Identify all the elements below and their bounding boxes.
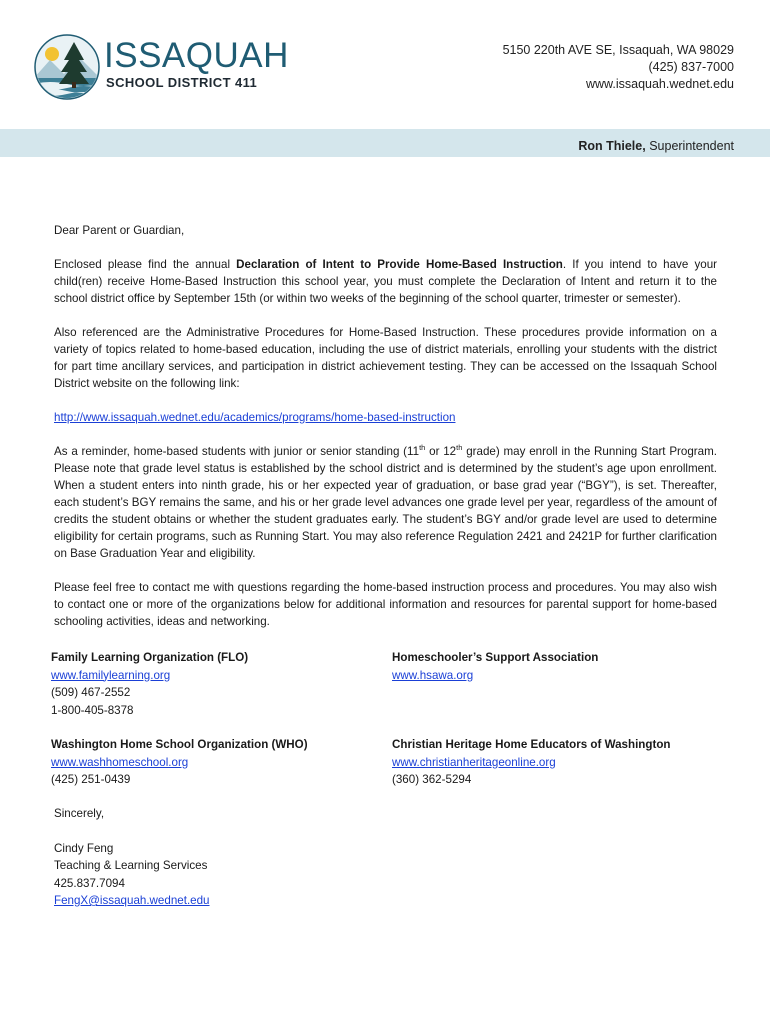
p1-text-a: Enclosed please find the annual bbox=[54, 258, 237, 271]
logo-wordmark: ISSAQUAH bbox=[104, 36, 289, 75]
org-link[interactable]: www.hsawa.org bbox=[392, 668, 474, 682]
address-street: 5150 220th AVE SE, Issaquah, WA 98029 bbox=[502, 43, 734, 57]
paragraph-declaration bbox=[54, 256, 717, 307]
procedures-link[interactable]: http://www.issaquah.wednet.edu/academics/programs/home-based-instruction bbox=[54, 411, 456, 424]
p1-text-b: . If you intend to have your child(ren) receive Home-Based Instruction this school year, you must complete the Declaration of Intent and return it to the school district office by September 15th (or within two weeks of the beginning of the school quarter, trimester or semester). bbox=[54, 258, 717, 305]
signer-phone: 425.837.7094 bbox=[54, 876, 125, 890]
sign-off: Sincerely, bbox=[54, 807, 105, 820]
org-name: Homeschooler’s Support Association bbox=[392, 651, 599, 664]
salutation: Dear Parent or Guardian, bbox=[54, 224, 185, 237]
closing-gap bbox=[54, 823, 210, 840]
signer-email-link[interactable]: FengX@issaquah.wednet.edu bbox=[54, 894, 210, 907]
link-paragraph bbox=[54, 409, 717, 426]
mountain-tree-emblem-icon bbox=[34, 34, 100, 100]
letter-closing bbox=[54, 805, 210, 910]
p3-sup-1: th bbox=[419, 443, 426, 453]
signer-name: Cindy Feng bbox=[54, 841, 114, 855]
superintendent-title: Superintendent bbox=[649, 139, 734, 153]
signer-department: Teaching & Learning Services bbox=[54, 859, 208, 872]
superintendent-name: Ron Thiele, bbox=[578, 139, 646, 153]
org-name: Washington Home School Organization (WHO) bbox=[51, 738, 308, 751]
org-phone-tollfree: 1-800-405-8378 bbox=[51, 703, 134, 717]
org-who bbox=[51, 736, 371, 789]
p3-text-a: As a reminder, home-based students with junior or senior standing (11 bbox=[54, 445, 420, 458]
district-logo bbox=[34, 34, 289, 104]
org-phone: (509) 467-2552 bbox=[51, 686, 131, 699]
address-phone: (425) 837-7000 bbox=[648, 60, 734, 74]
p3-text-c: grade) may enroll in the Running Start Program. Please note that grade level status is established by the school district and is determined by the student’s age upon enrollment. When a student enters into ninth grade, his or her expected year of graduation, or base grad year (“BGY”), is set. Thereafter, each student’s BGY remains the same, and his or her grade level advances one grade level per year, regardless of the amount of credits the student obtains or whether the student graduates early. The student’s BGY and/or grade level are used to determine eligibility for certain programs, such as Running Start. You may also reference Regulation 2421 and 2421P for further clarification on Base Graduation Year and eligibility. bbox=[54, 445, 717, 560]
p1-bold-title: Declaration of Intent to Provide Home-Based Instruction bbox=[236, 258, 563, 271]
p3-text-b: or 12 bbox=[425, 445, 457, 458]
org-hsa bbox=[392, 649, 712, 684]
address-website: www.issaquah.wednet.edu bbox=[585, 77, 734, 91]
district-address bbox=[503, 42, 734, 93]
org-flo bbox=[51, 649, 371, 719]
paragraph-contact: Please feel free to contact me with questions regarding the home-based instruction process and procedures. You may also wish to contact one or more of the organizations below for additional information and resources for parental support for home-based schooling activities, ideas and networking. bbox=[54, 581, 717, 628]
org-link[interactable]: www.christianheritageonline.org bbox=[392, 755, 556, 769]
p3-sup-2: th bbox=[456, 443, 463, 453]
org-phone: (360) 362-5294 bbox=[392, 773, 472, 786]
letter-body bbox=[54, 222, 717, 647]
logo-subtitle: SCHOOL DISTRICT 411 bbox=[106, 75, 258, 90]
org-name: Family Learning Organization (FLO) bbox=[51, 651, 249, 664]
paragraph-running-start bbox=[54, 443, 717, 562]
superintendent-line bbox=[578, 139, 734, 153]
paragraph-procedures: Also referenced are the Administrative Procedures for Home-Based Instruction. These procedures provide information on a variety of topics related to home-based education, including the use of district materials, enrolling your students with the district for part time ancillary services, and participation in district achievement testing. They can be accessed on the Issaquah School District website on the following link: bbox=[54, 326, 717, 390]
org-name: Christian Heritage Home Educators of Washington bbox=[392, 738, 671, 751]
org-chew bbox=[392, 736, 712, 789]
org-phone: (425) 251-0439 bbox=[51, 773, 131, 786]
org-link[interactable]: www.familylearning.org bbox=[51, 668, 171, 682]
org-link[interactable]: www.washhomeschool.org bbox=[51, 755, 189, 769]
